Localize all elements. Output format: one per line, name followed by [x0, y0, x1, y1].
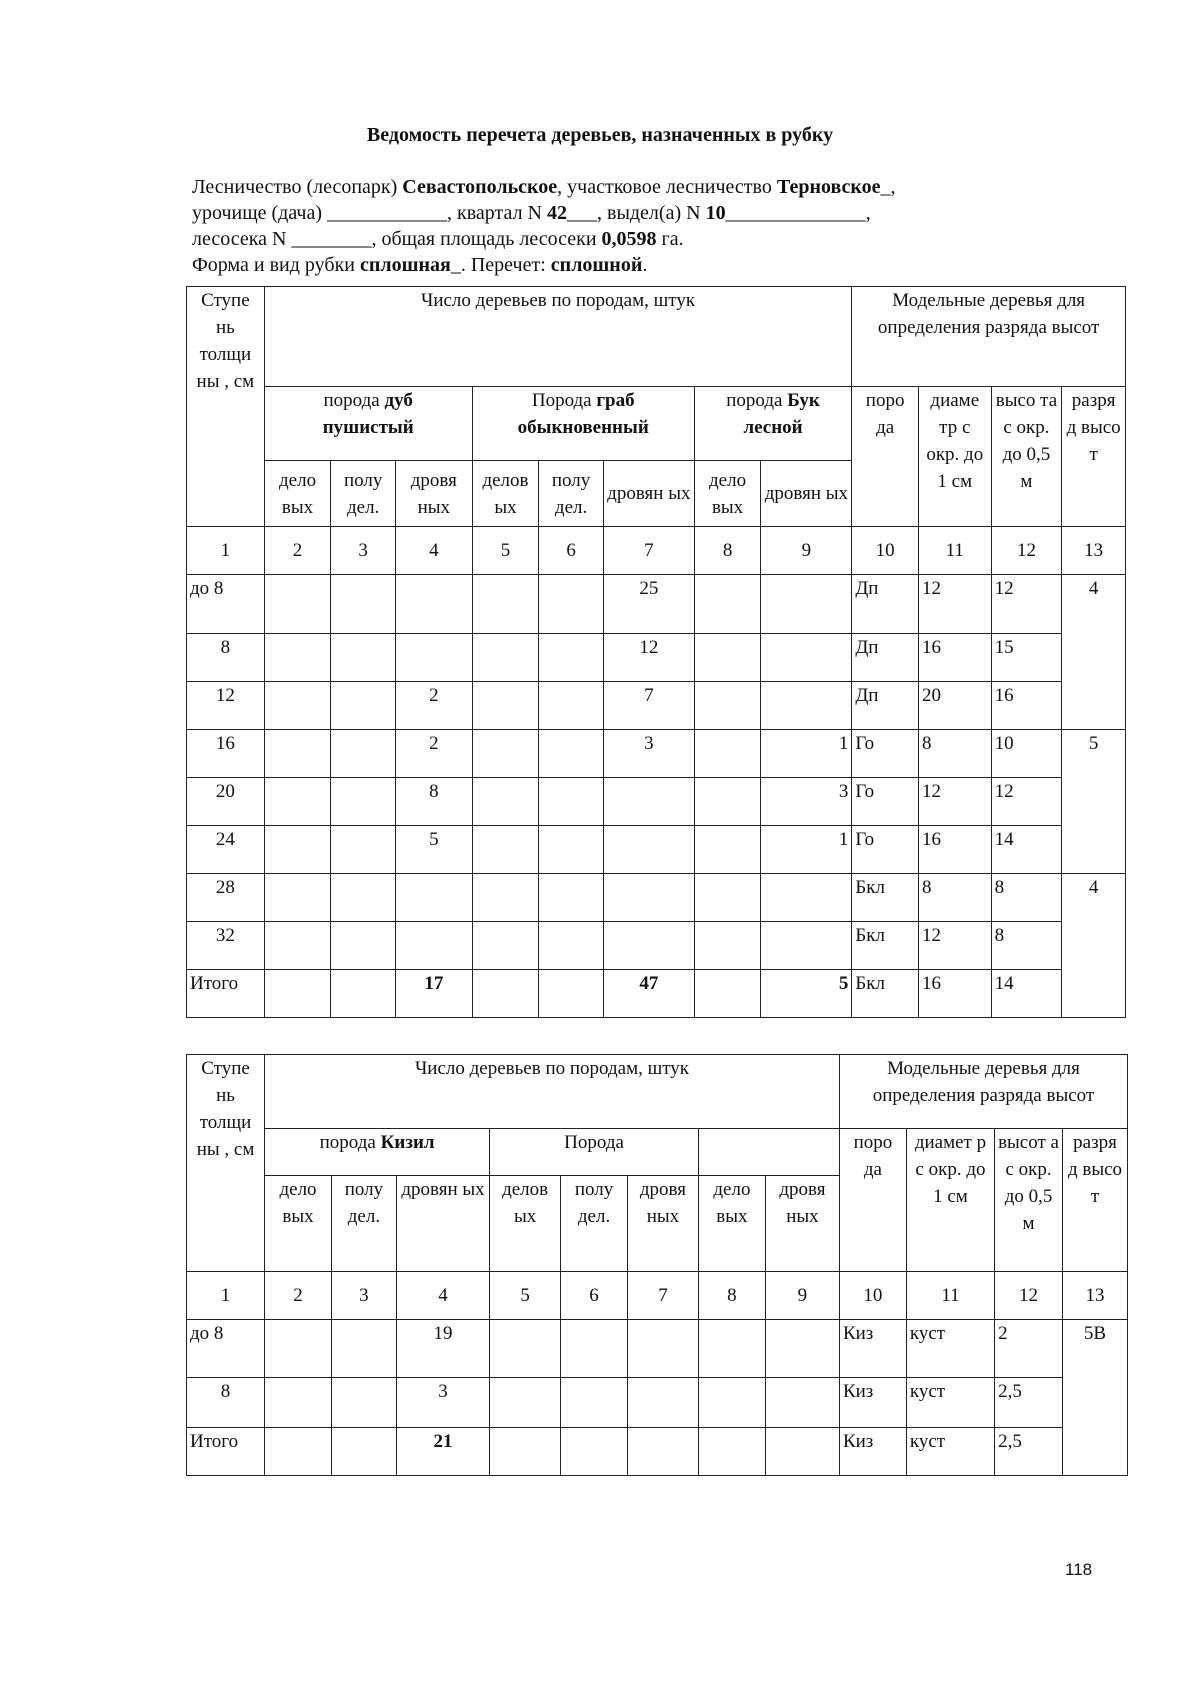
- cell-firewood-hornbeam: [603, 874, 694, 922]
- subheader-semi-business: полу дел.: [331, 461, 396, 527]
- total-firewood-beech: 5: [761, 970, 852, 1018]
- model-diameter: куст: [906, 1320, 994, 1378]
- text: , участковое лесничество: [557, 176, 777, 198]
- cell: [694, 778, 761, 826]
- model-diameter: 16: [918, 634, 991, 682]
- header-species-1: [265, 1129, 490, 1176]
- text: Форма и вид рубки: [192, 254, 360, 276]
- cell: [265, 1428, 332, 1476]
- model-diameter: 8: [918, 730, 991, 778]
- total-firewood-oak: 17: [395, 970, 472, 1018]
- cell-firewood-hornbeam: 7: [603, 682, 694, 730]
- table-row-total: [187, 970, 1126, 1018]
- cell: [765, 1378, 839, 1428]
- header-species-3: [694, 387, 852, 461]
- cell: [765, 1320, 839, 1378]
- header-model-height: высот а с окр. до 0,5 м: [995, 1129, 1063, 1272]
- model-species: Бкл: [852, 874, 919, 922]
- cell: [539, 730, 604, 778]
- cell: [539, 922, 604, 970]
- cell: [264, 922, 331, 970]
- cell: [627, 1428, 698, 1476]
- cell: [539, 874, 604, 922]
- cell: [264, 970, 331, 1018]
- cell-firewood-cornel: 3: [396, 1378, 489, 1428]
- model-height: 8: [991, 874, 1062, 922]
- model-height: 2,5: [995, 1378, 1063, 1428]
- header-tree-count: Число деревьев по породам, штук: [265, 1055, 840, 1129]
- cell: [561, 1428, 628, 1476]
- subheader-business: делов ых: [472, 461, 539, 527]
- tree-count-table-1: [186, 286, 1126, 1018]
- text: урочище (дача) ____________, квартал N: [192, 202, 547, 224]
- table-row: [187, 634, 1126, 682]
- column-number: 13: [1062, 527, 1126, 575]
- subheader-business: дело вых: [264, 461, 331, 527]
- text: Порода: [531, 390, 597, 411]
- thickness-step: 8: [187, 1378, 265, 1428]
- page-number: 118: [1065, 1560, 1093, 1579]
- cell: [539, 682, 604, 730]
- column-number: 9: [761, 527, 852, 575]
- total-label: Итого: [187, 970, 265, 1018]
- document-title: Ведомость перечета деревьев, назначенных в рубку: [366, 124, 834, 146]
- model-species: Киз: [839, 1378, 906, 1428]
- model-diameter: 16: [918, 970, 991, 1018]
- table-row: [187, 826, 1126, 874]
- header-model-trees: Модельные деревья для определения разряда высот: [852, 287, 1126, 387]
- header-model-diameter: диамет р с окр. до 1 см: [906, 1129, 994, 1272]
- forestry-name: Севастопольское: [402, 176, 558, 198]
- table-row: [187, 1320, 1128, 1378]
- column-number: 3: [331, 1272, 396, 1320]
- cell-firewood-oak: 2: [395, 730, 472, 778]
- column-number: 12: [995, 1272, 1063, 1320]
- cell-firewood-beech: 3: [761, 778, 852, 826]
- cell: [765, 1428, 839, 1476]
- column-number: 8: [698, 1272, 765, 1320]
- thickness-step: 16: [187, 730, 265, 778]
- table-row: [187, 1378, 1128, 1428]
- column-number: 12: [991, 527, 1062, 575]
- cell-firewood-hornbeam: [603, 922, 694, 970]
- cell-firewood-beech: [761, 634, 852, 682]
- species-2-name: граб: [596, 390, 635, 411]
- height-class: 4: [1062, 575, 1126, 730]
- cell-firewood-oak: 5: [395, 826, 472, 874]
- tree-count-table-2: [186, 1054, 1128, 1476]
- header-model-trees: Модельные деревья для определения разряда высот: [839, 1055, 1127, 1129]
- species-3-name: Бук: [787, 390, 820, 411]
- count-type: сплошной: [550, 254, 643, 276]
- cell-firewood-beech: [761, 874, 852, 922]
- subheader-business: дело вых: [265, 1176, 332, 1272]
- cell-firewood-cornel: 19: [396, 1320, 489, 1378]
- header-species-3: [698, 1129, 839, 1176]
- cell: [561, 1320, 628, 1378]
- cell-firewood-beech: [761, 575, 852, 634]
- thickness-step: до 8: [187, 1320, 265, 1378]
- total-firewood-hornbeam: 47: [603, 970, 694, 1018]
- cell: [694, 922, 761, 970]
- header-model-species: поро да: [852, 387, 919, 527]
- model-species: Киз: [839, 1428, 906, 1476]
- column-number: 2: [264, 527, 331, 575]
- species-3-subname: лесной: [743, 417, 803, 438]
- species-1-name: дуб: [384, 390, 413, 411]
- cell: [694, 682, 761, 730]
- cell-firewood-beech: 1: [761, 730, 852, 778]
- cell-firewood-oak: 2: [395, 682, 472, 730]
- header-model-species: поро да: [839, 1129, 906, 1272]
- cell: [472, 575, 539, 634]
- cell: [490, 1378, 561, 1428]
- cell-firewood-oak: [395, 634, 472, 682]
- cell: [472, 682, 539, 730]
- cell: [472, 634, 539, 682]
- model-species: Дп: [852, 575, 919, 634]
- subheader-firewood: дровя ных: [765, 1176, 839, 1272]
- text: га.: [656, 228, 684, 250]
- cell: [265, 1320, 332, 1378]
- cell: [539, 634, 604, 682]
- cell: [331, 1428, 396, 1476]
- header-model-height-class: разря д высо т: [1062, 1129, 1127, 1272]
- column-number: 4: [396, 1272, 489, 1320]
- model-species: Бкл: [852, 922, 919, 970]
- subheader-semi-business: полу дел.: [561, 1176, 628, 1272]
- subheader-firewood: дровя ных: [395, 461, 472, 527]
- species-1-subname: пушистый: [322, 417, 414, 438]
- cell: [490, 1320, 561, 1378]
- cell: [472, 778, 539, 826]
- cell: [694, 575, 761, 634]
- column-number: 3: [331, 527, 396, 575]
- table-row: [187, 682, 1126, 730]
- model-diameter: 8: [918, 874, 991, 922]
- cell: [472, 730, 539, 778]
- model-diameter: 20: [918, 682, 991, 730]
- model-height: 2,5: [995, 1428, 1063, 1476]
- text: порода: [319, 1132, 381, 1153]
- cell: [539, 778, 604, 826]
- model-diameter: 16: [918, 826, 991, 874]
- allotment-number: 10: [705, 202, 726, 224]
- thickness-step: 20: [187, 778, 265, 826]
- model-height: 14: [991, 826, 1062, 874]
- text: _. Перечет:: [450, 254, 551, 276]
- model-species: Дп: [852, 682, 919, 730]
- header-species-2: [472, 387, 694, 461]
- cell: [264, 730, 331, 778]
- model-species: Го: [852, 730, 919, 778]
- column-number: 2: [265, 1272, 332, 1320]
- document-header: [192, 174, 1052, 278]
- model-height: 8: [991, 922, 1062, 970]
- column-number: 4: [395, 527, 472, 575]
- cell: [264, 826, 331, 874]
- cell: [264, 778, 331, 826]
- cell: [490, 1428, 561, 1476]
- cutting-area: 0,0598: [601, 228, 657, 250]
- text: ___, выдел(а) N: [567, 202, 706, 224]
- species-1-name: Кизил: [380, 1132, 435, 1153]
- cell: [331, 1320, 396, 1378]
- text: порода: [323, 390, 385, 411]
- thickness-step: 12: [187, 682, 265, 730]
- model-diameter: 12: [918, 575, 991, 634]
- cell: [539, 826, 604, 874]
- model-species: Киз: [839, 1320, 906, 1378]
- cell: [331, 922, 396, 970]
- cell: [539, 575, 604, 634]
- model-species: Бкл: [852, 970, 919, 1018]
- text: .: [642, 254, 648, 276]
- cell-firewood-beech: [761, 682, 852, 730]
- cell: [698, 1320, 765, 1378]
- cell-firewood-hornbeam: 12: [603, 634, 694, 682]
- cell: [264, 682, 331, 730]
- model-height: 10: [991, 730, 1062, 778]
- height-class: 5: [1062, 730, 1126, 874]
- column-number: 6: [561, 1272, 628, 1320]
- header-thickness-step: Ступе нь толщи ны , см: [187, 287, 265, 527]
- cell-firewood-oak: [395, 874, 472, 922]
- header-model-height: высо та с окр. до 0,5 м: [991, 387, 1062, 527]
- subheader-firewood: дровян ых: [761, 461, 852, 527]
- cell: [694, 730, 761, 778]
- cell: [472, 970, 539, 1018]
- cell: [698, 1378, 765, 1428]
- text: _,: [880, 176, 896, 198]
- cell: [627, 1378, 698, 1428]
- table-row-total: [187, 1428, 1128, 1476]
- cell-firewood-hornbeam: [603, 778, 694, 826]
- cell: [627, 1320, 698, 1378]
- table-row: [187, 730, 1126, 778]
- thickness-step: до 8: [187, 575, 265, 634]
- thickness-step: 24: [187, 826, 265, 874]
- cell: [694, 970, 761, 1018]
- table-row: [187, 922, 1126, 970]
- subheader-business: дело вых: [698, 1176, 765, 1272]
- column-number: 5: [472, 527, 539, 575]
- column-number: 10: [852, 527, 919, 575]
- model-species: Дп: [852, 634, 919, 682]
- column-number: 7: [603, 527, 694, 575]
- model-diameter: 12: [918, 778, 991, 826]
- model-species: Го: [852, 826, 919, 874]
- column-number: 11: [906, 1272, 994, 1320]
- header-model-height-class: разря д высо т: [1062, 387, 1126, 527]
- subheader-semi-business: полу дел.: [539, 461, 604, 527]
- subheader-firewood: дровян ых: [396, 1176, 489, 1272]
- cell: [264, 634, 331, 682]
- text: Лесничество (лесопарк): [192, 176, 403, 198]
- cell-firewood-hornbeam: [603, 826, 694, 874]
- table-row: [187, 778, 1126, 826]
- cell: [694, 826, 761, 874]
- header-thickness-step: Ступе нь толщи ны , см: [187, 1055, 265, 1272]
- thickness-step: 8: [187, 634, 265, 682]
- total-firewood-cornel: 21: [396, 1428, 489, 1476]
- model-diameter: 12: [918, 922, 991, 970]
- cell: [331, 778, 396, 826]
- header-species-1: [264, 387, 472, 461]
- header-line-1: [192, 174, 1052, 200]
- column-number: 1: [187, 1272, 265, 1320]
- cell-firewood-hornbeam: 3: [603, 730, 694, 778]
- cell: [331, 575, 396, 634]
- subheader-firewood: дровян ых: [603, 461, 694, 527]
- cell: [331, 874, 396, 922]
- column-number: 7: [627, 1272, 698, 1320]
- cell: [331, 826, 396, 874]
- subheader-semi-business: полу дел.: [331, 1176, 396, 1272]
- column-number: 9: [765, 1272, 839, 1320]
- model-diameter: куст: [906, 1428, 994, 1476]
- cell: [472, 922, 539, 970]
- header-line-2: [192, 200, 1052, 226]
- model-height: 12: [991, 575, 1062, 634]
- cell: [264, 874, 331, 922]
- text: ______________,: [725, 202, 871, 224]
- header-species-2: Порода: [490, 1129, 699, 1176]
- cell: [331, 1378, 396, 1428]
- table-row: [187, 874, 1126, 922]
- text: порода: [726, 390, 788, 411]
- cut-type: сплошная: [360, 254, 451, 276]
- column-number: 8: [694, 527, 761, 575]
- column-number: 11: [918, 527, 991, 575]
- column-number: 13: [1062, 1272, 1127, 1320]
- subheader-business: делов ых: [490, 1176, 561, 1272]
- model-diameter: куст: [906, 1378, 994, 1428]
- header-tree-count: Число деревьев по породам, штук: [264, 287, 852, 387]
- cell: [331, 634, 396, 682]
- subheader-business: дело вых: [694, 461, 761, 527]
- table-row: [187, 575, 1126, 634]
- header-line-4: [192, 252, 1052, 278]
- column-number: 5: [490, 1272, 561, 1320]
- cell: [472, 826, 539, 874]
- cell: [264, 575, 331, 634]
- thickness-step: 32: [187, 922, 265, 970]
- height-class: 4: [1062, 874, 1126, 1018]
- header-line-3: [192, 226, 1052, 252]
- text: лесосека N ________, общая площадь лесосеки: [192, 228, 602, 250]
- height-class: 5В: [1062, 1320, 1127, 1476]
- cell: [694, 874, 761, 922]
- cell: [331, 730, 396, 778]
- model-height: 16: [991, 682, 1062, 730]
- model-height: 12: [991, 778, 1062, 826]
- subheader-firewood: дровя ных: [627, 1176, 698, 1272]
- cell-firewood-oak: [395, 575, 472, 634]
- cell-firewood-beech: [761, 922, 852, 970]
- cell: [561, 1378, 628, 1428]
- quarter-number: 42: [547, 202, 567, 224]
- model-height: 2: [995, 1320, 1063, 1378]
- thickness-step: 28: [187, 874, 265, 922]
- model-species: Го: [852, 778, 919, 826]
- cell: [265, 1378, 332, 1428]
- cell: [539, 970, 604, 1018]
- cell: [694, 634, 761, 682]
- total-label: Итого: [187, 1428, 265, 1476]
- species-2-subname: обыкновенный: [517, 417, 649, 438]
- cell: [331, 682, 396, 730]
- model-height: 15: [991, 634, 1062, 682]
- column-number: 1: [187, 527, 265, 575]
- column-number: 10: [839, 1272, 906, 1320]
- cell-firewood-beech: 1: [761, 826, 852, 874]
- header-model-diameter: диаме тр с окр. до 1 см: [918, 387, 991, 527]
- cell: [472, 874, 539, 922]
- district-forestry-name: Терновское: [776, 176, 881, 198]
- cell-firewood-hornbeam: 25: [603, 575, 694, 634]
- cell-firewood-oak: 8: [395, 778, 472, 826]
- cell: [331, 970, 396, 1018]
- column-number: 6: [539, 527, 604, 575]
- cell: [698, 1428, 765, 1476]
- model-height: 14: [991, 970, 1062, 1018]
- cell-firewood-oak: [395, 922, 472, 970]
